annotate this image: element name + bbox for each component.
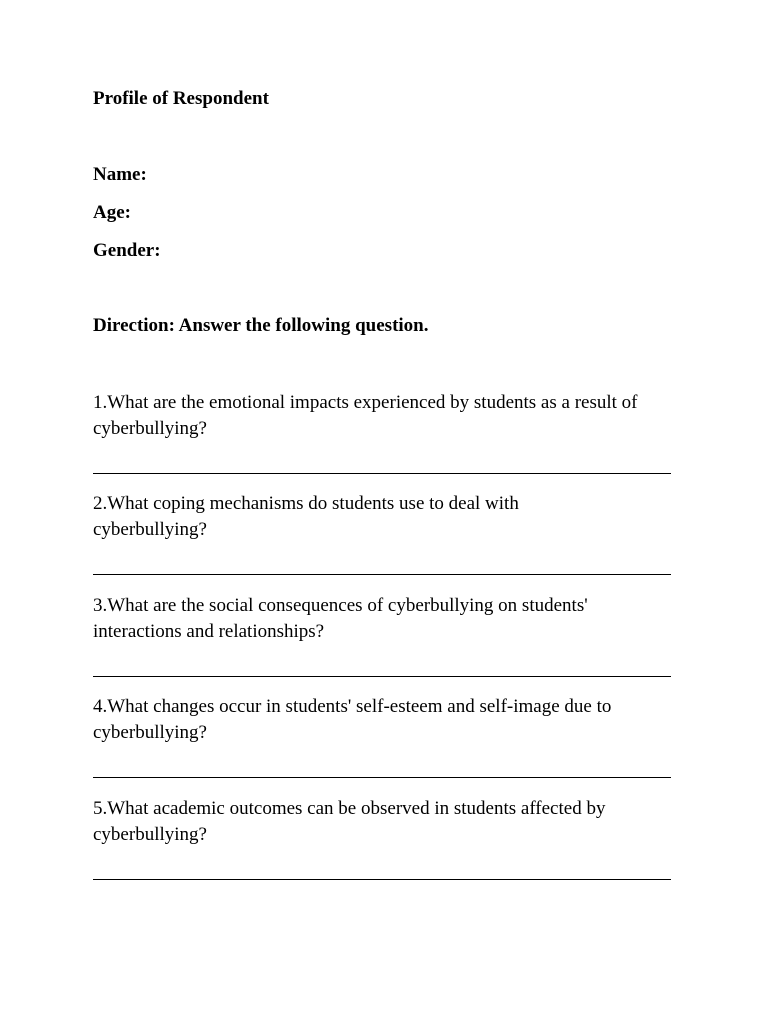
answer-line-3[interactable]: [93, 676, 671, 677]
question-2: 2.What coping mechanisms do students use to deal with cyberbullying?: [93, 493, 519, 540]
answer-line-5[interactable]: [93, 879, 671, 880]
direction-text: Direction: Answer the following question.: [93, 315, 429, 336]
profile-heading: Profile of Respondent: [93, 88, 269, 109]
gender-label: Gender:: [93, 240, 161, 261]
answer-line-1[interactable]: [93, 473, 671, 474]
question-5: 5.What academic outcomes can be observed in students affected by cyberbullying?: [93, 798, 606, 845]
question-1: 1.What are the emotional impacts experienced by students as a result of cyberbullying?: [93, 392, 638, 439]
question-3: 3.What are the social consequences of cyberbullying on students' interactions and relationships?: [93, 595, 588, 642]
name-label: Name:: [93, 164, 147, 185]
question-4: 4.What changes occur in students' self-esteem and self-image due to cyberbullying?: [93, 696, 612, 743]
answer-line-4[interactable]: [93, 777, 671, 778]
answer-line-2[interactable]: [93, 574, 671, 575]
age-label: Age:: [93, 202, 131, 223]
